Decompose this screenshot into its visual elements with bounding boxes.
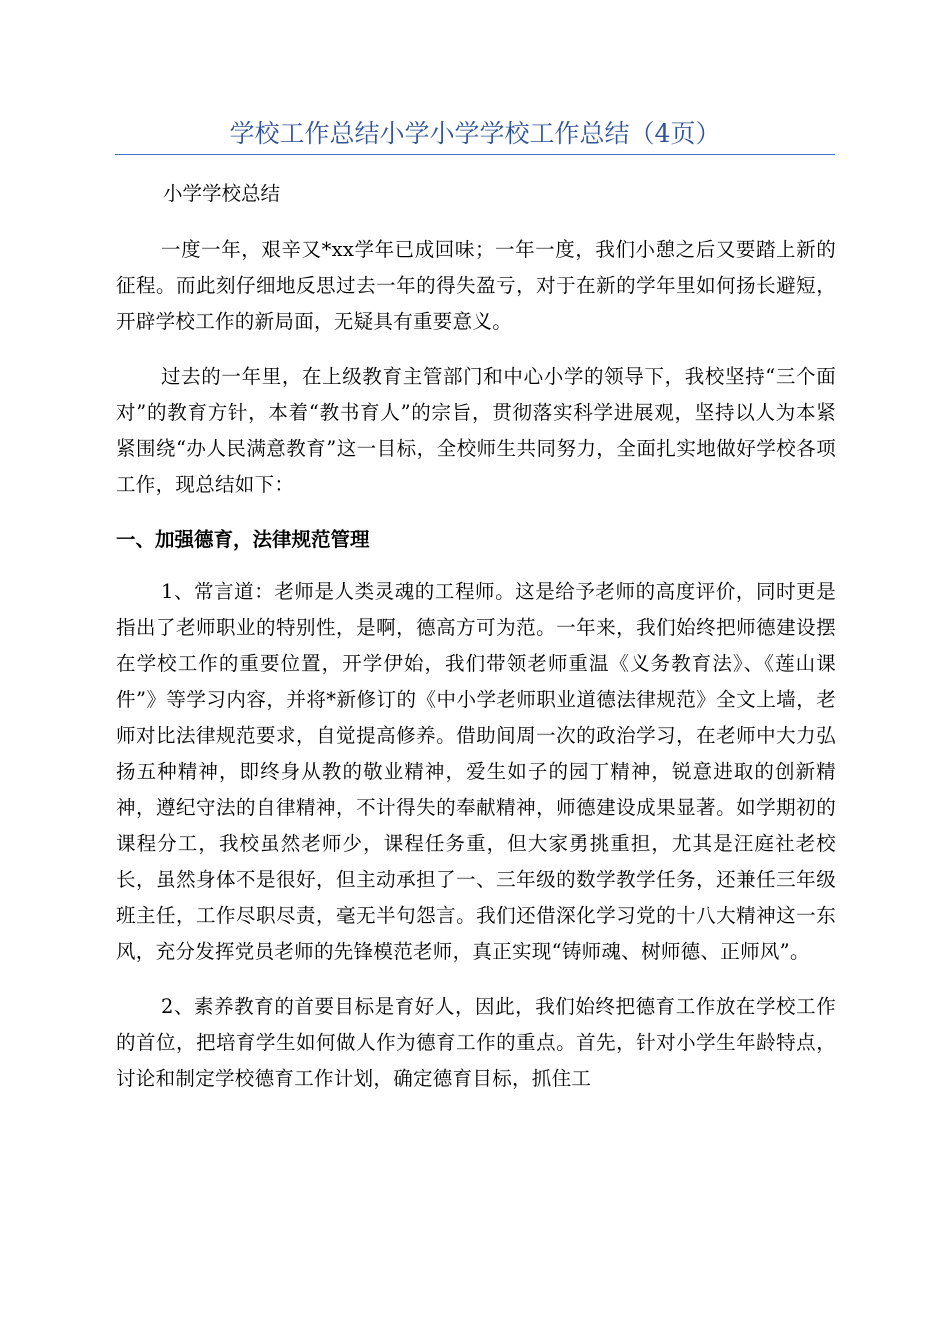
- section-heading: 一、加强德育，法律规范管理: [116, 528, 370, 551]
- paragraph-intro-2: 过去的一年里，在上级教育主管部门和中心小学的领导下，我校坚持“三个面对”的教育方针，本着“教书育人”的宗旨，贯彻落实科学进展观，坚持以人为本紧紧围绕“办人民满意教育”这一目标，全校师生共同努力，全面扎实地做好学校各项工作，现总结如下：: [116, 365, 836, 496]
- document-subtitle: 小学学校总结: [163, 182, 281, 205]
- paragraph-intro-1: 一度一年，艰辛又*xx学年已成回味；一年一度，我们小憩之后又要踏上新的征程。而此刻仔细地反思过去一年的得失盈亏，对于在新的学年里如何扬长避短，开辟学校工作的新局面，无疑具有重要意义。: [116, 238, 836, 333]
- paragraph-section-2: 2、素养教育的首要目标是育好人，因此，我们始终把德育工作放在学校工作的首位，把培育学生如何做人作为德育工作的重点。首先，针对小学生年龄特点，讨论和制定学校德育工作计划，确定德育目标，抓住工: [116, 995, 836, 1090]
- paragraph-section-1: 1、常言道：老师是人类灵魂的工程师。这是给予老师的高度评价，同时更是指出了老师职业的特别性，是啊，德高方可为范。一年来，我们始终把师德建设摆在学校工作的重要位置，开学伊始，我们带领老师重温《义务教育法》、《莲山课件”》等学习内容，并将*新修订的《中小学老师职业道德法律规范》全文上墙，老师对比法律规范要求，自觉提高修养。借助间周一次的政治学习，在老师中大力弘扬五种精神，即终身从教的敬业精神，爱生如子的园丁精神，锐意进取的创新精神，遵纪守法的自律精神，不计得失的奉献精神，师德建设成果显著。如学期初的课程分工，我校虽然老师少，课程任务重，但大家勇挑重担，尤其是汪庭社老校长，虽然身体不是很好，但主动承担了一、三年级的数学教学任务，还兼任三年级班主任，工作尽职尽责，毫无半句怨言。我们还借深化学习党的十八大精神这一东风，充分发挥党员老师的先锋模范老师，真正实现“铸师魂、树师德、正师风”。: [116, 580, 836, 963]
- document-title: 学校工作总结小学小学学校工作总结（4页）: [229, 119, 721, 148]
- document-body: [116, 176, 836, 1116]
- title-underline: [115, 154, 835, 155]
